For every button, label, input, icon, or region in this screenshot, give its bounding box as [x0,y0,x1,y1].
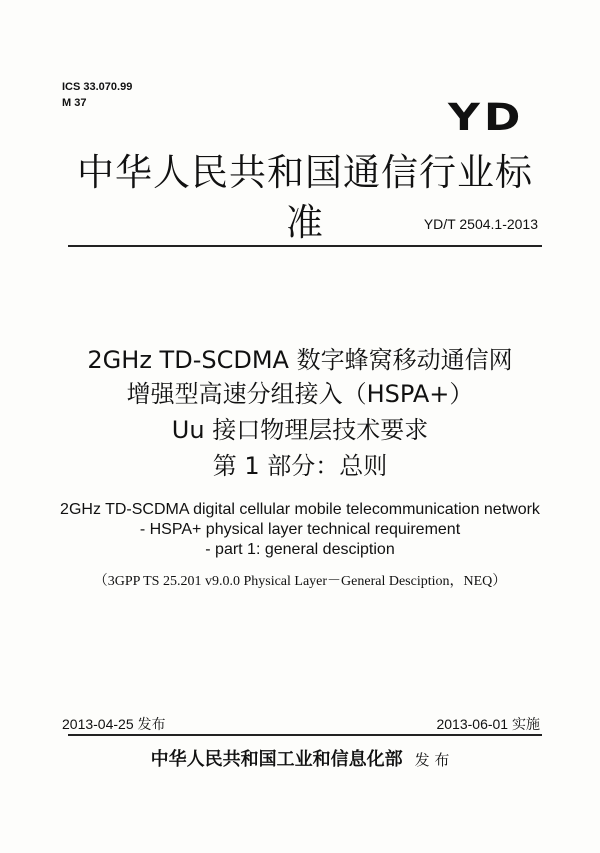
chinese-title-line-1: 2GHz TD-SCDMA 数字蜂窝移动通信网 [87,346,513,374]
main-title: 中华人民共和国通信行业标准 [77,151,533,244]
yd-logo: YD [448,95,525,140]
english-title-line-2: - HSPA+ physical layer technical requirement [139,521,461,538]
classification-code: M 37 [62,97,87,109]
implementation-date: 2013-06-01 实施 [436,716,540,732]
publisher [0,745,600,771]
publisher-suffix: 发 布 [414,751,450,769]
top-divider [68,245,542,247]
ics-code: ICS 33.070.99 [62,81,133,93]
publisher-name: 中华人民共和国工业和信息化部 [150,749,403,770]
chinese-title-line-4: 第 1 部分：总则 [212,452,388,480]
issue-date: 2013-04-25 发布 [62,716,166,732]
english-title-line-1: 2GHz TD-SCDMA digital cellular mobile telecommunication network [60,501,540,518]
english-title-line-3: - part 1: general desciption [205,541,395,558]
reference-note: （3GPP TS 25.201 v9.0.0 Physical Layer－General Desciption，NEQ） [93,574,507,589]
standard-code: YD/T 2504.1-2013 [423,216,538,232]
bottom-divider [68,734,542,736]
chinese-title-line-3: Uu 接口物理层技术要求 [171,416,429,444]
chinese-title-line-2: 增强型高速分组接入（HSPA+） [126,380,474,408]
